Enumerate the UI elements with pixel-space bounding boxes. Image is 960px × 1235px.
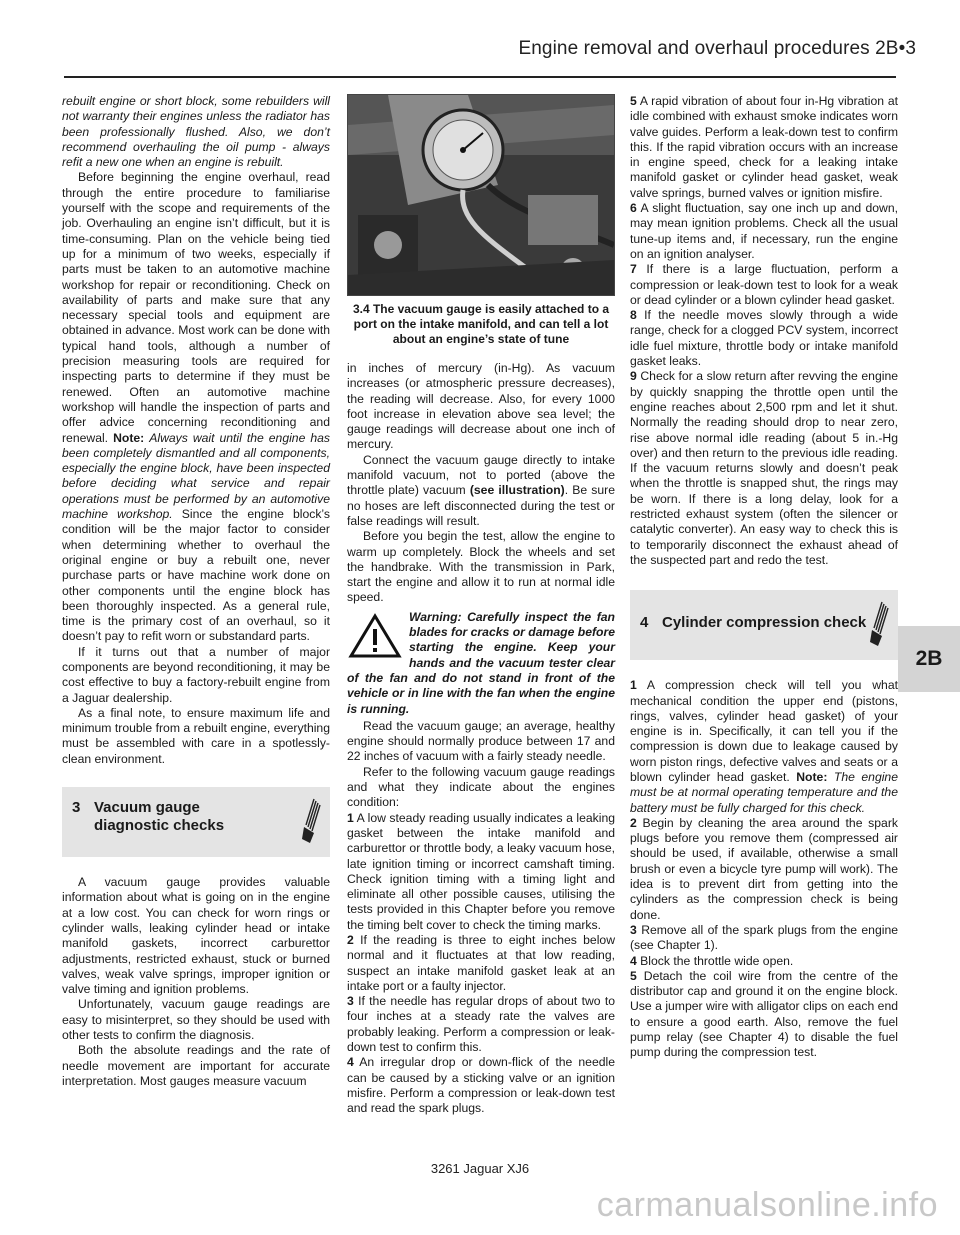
item-number: 7 xyxy=(630,262,637,277)
item-number: 9 xyxy=(630,369,637,384)
item-text: If the reading is three to eight inches below normal and it fluctuates at that low reading, suspect an intake manifold gasket leak at an intake port or a faulty injector. xyxy=(347,932,615,993)
col1-paragraph-3: If it turns out that a number of major components are beyond reconditioning, it may be cost effective to buy a factory-rebuilt engine from a Jaguar dealership. xyxy=(62,644,330,705)
item-number: 3 xyxy=(630,922,637,937)
item-number: 1 xyxy=(347,810,354,825)
section-3-title xyxy=(72,799,224,835)
list-item xyxy=(630,308,898,369)
note-label: Note: xyxy=(113,430,145,445)
item-text: If the needle has regular drops of about two to four inches at a steady rate the valves are probably leaking. Perform a compression or leak-down test to confirm this. xyxy=(347,994,616,1055)
warning-text: Warning: Carefully inspect the fan blades for cracks or damage before starting the engine. Keep your hands and the vacuum tester clear of the fan and do not stand in front of the vehicle or in line with the fan when the engine is running. xyxy=(347,609,615,716)
list-item xyxy=(630,923,898,954)
col2-paragraph-3: Before you begin the test, allow the engine to warm up completely. Block the wheels and set the handbrake. With the transmission in Park, start the engine and allow it to run at normal idle speed. xyxy=(347,529,615,605)
item-number: 8 xyxy=(630,308,637,323)
col1-paragraph-2 xyxy=(62,170,330,644)
item-number: 6 xyxy=(630,201,637,216)
col2-paragraph-1: in inches of mercury (in-Hg). As vacuum increases (or atmospheric pressure decreases), the reading will decrease. Also, for every 1000 foot increase in elevation above sea level; the gauge readings will decrease about one inch of mercury. xyxy=(347,361,615,452)
item-text: A compression check will tell you what mechanical condition the upper end (pistons, rings, valves, cylinder head gasket) of your engine is in. Specifically, it can tell you if the compression is down due to leakage caused by worn piston rings, defective valves and seats or a blown cylinder head gasket. xyxy=(630,678,898,784)
note-text: The engine must be at normal operating temperature and the battery must be fully charged for this check. xyxy=(630,769,898,815)
list-item xyxy=(630,816,898,923)
section-3-line2: diagnostic checks xyxy=(94,817,225,835)
item-text: An irregular drop or down-flick of the needle can be caused by a sticking valve or an ignition misfire. Perform a compression or leak-down test and read the spark plugs. xyxy=(347,1055,616,1116)
list-item xyxy=(630,969,898,1061)
section-3-number: 3 xyxy=(72,799,81,817)
list-item xyxy=(347,994,615,1055)
footer-code: 3261 Jaguar XJ6 xyxy=(430,1161,530,1176)
item-number: 5 xyxy=(630,968,637,983)
item-text: Block the throttle wide open. xyxy=(640,953,794,968)
photo-caption: 3.4 The vacuum gauge is easily attached to a port on the intake manifold, and can tell a lot about an engine’s state of tune xyxy=(352,302,610,346)
chapter-side-tab: 2B xyxy=(898,626,960,692)
col2-paragraph-2 xyxy=(347,453,615,529)
item-number: 4 xyxy=(347,1055,354,1070)
difficulty-spanner-icon xyxy=(300,797,322,847)
list-item xyxy=(630,262,898,308)
col2-p2-text: Connect the vacuum gauge directly to intake manifold vacuum, not to ported (above the throttle plate) vacuum xyxy=(347,452,615,498)
item-number: 2 xyxy=(347,932,354,947)
see-illustration-ref: (see illustration) xyxy=(469,483,565,498)
item-number: 4 xyxy=(630,953,637,968)
warning-triangle-icon xyxy=(347,612,403,660)
vacuum-gauge-photo xyxy=(347,94,615,296)
item-text: A rapid vibration of about four in-Hg vibration at idle combined with exhaust smoke indicates worn valve guides. Perform a leak-down test to confirm this. If the rapid vibration occurs with an increase in engine speed, check for a leaking intake manifold gasket or cylinder head gasket, weak valve springs, burned valves or ignition misfire. xyxy=(630,94,898,200)
item-number: 3 xyxy=(347,994,354,1009)
list-item xyxy=(347,811,615,933)
list-item xyxy=(630,369,898,568)
list-item xyxy=(630,954,898,969)
section-3-heading xyxy=(62,787,330,857)
section-4-heading xyxy=(630,590,898,660)
item-text: If there is a large fluctuation, perform a compression or leak-down test to look for a weak or dead cylinder or a blown cylinder head gasket. xyxy=(630,262,898,307)
item-text: Check for a slow return after revving the engine by quickly snapping the throttle open until the engine reaches about 2,500 rpm and let it shut. Normally the reading should drop to near zero, rise above normal idle reading (about 5 in.-Hg over) and then return to the previous idle reading. If the vacuum returns slowly and doesn’t peak when the throttle is snapped shut, the rings may be worn. If there is a long delay, look for a restricted exhaust system (often the silencer or catalytic converter). An easy way to check this is to temporarily disconnect the exhaust ahead of the suspected part and redo the test. xyxy=(630,369,898,567)
column-2 xyxy=(347,94,615,1117)
col1-p2-text: Before beginning the engine overhaul, read through the entire procedure to familiarise yourself with the scope and requirements of the job. Overhauling an engine isn’t difficult, but it is time-consuming. Plan on the vehicle being tied up for a minimum of two weeks, especially if parts must be taken to an automotive machine workshop for repair or reconditioning. Check on availability of parts and make sure that any necessary special tools and equipment are obtained in advance. Most work can be done with typical hand tools, although a number of precision measuring tools are required for inspecting parts to determine if they must be renewed. Often an automotive machine workshop will handle the inspection of parts and offer advice concerning reconditioning and renewal. xyxy=(62,170,330,445)
note-label: Note: xyxy=(796,769,828,784)
item-number: 2 xyxy=(630,815,637,830)
list-item xyxy=(630,94,898,201)
col1-paragraph-4: As a final note, to ensure maximum life and minimum trouble from a rebuilt engine, everything must be assembled with care in a spotlessly-clean environment. xyxy=(62,705,330,766)
item-text: A low steady reading usually indicates a leaking gasket between the intake manifold and carburettor or throttle body, a leaky vacuum hose, late ignition timing or incorrect camshaft timing. Check ignition timing with a timing light and eliminate all other possible causes, utilising the tests provided in this Chapter before you remove the timing belt cover to check the timing marks. xyxy=(347,810,616,932)
list-item xyxy=(347,1055,615,1116)
col1-paragraph-7: Both the absolute readings and the rate of needle movement are important for accurate interpretation. Most gauges measure vacuum xyxy=(62,1043,330,1088)
col1-paragraph-6: Unfortunately, vacuum gauge readings are easy to misinterpret, so they should be used with other tests to confirm the diagnosis. xyxy=(62,997,330,1043)
item-number: 1 xyxy=(630,678,637,693)
section-3-line1: Vacuum gauge xyxy=(94,799,200,817)
list-item xyxy=(630,678,898,816)
col1-paragraph-1: rebuilt engine or short block, some rebuilders will not warranty their engines unless the radiator has been professionally flushed. Also, we don’t recommend overhauling the oil pump - always refit a new one when an engine is rebuilt. xyxy=(62,94,330,170)
warning-block xyxy=(347,610,615,717)
col2-paragraph-5: Refer to the following vacuum gauge readings and what they indicate about the engines condition: xyxy=(347,764,615,810)
item-text: Begin by cleaning the area around the spark plugs before you remove them (compressed air should be used, if available, otherwise a small brush or even a bicycle tyre pump will work). The idea is to prevent dirt from getting into the cylinders as the compression check is being done. xyxy=(630,815,898,922)
col1-p2-tail: Since the engine block’s condition will be the major factor to consider when determining whether to overhaul the original engine or buy a rebuilt one, never purchase parts or have machine work done on other components until the engine block has been thoroughly inspected. As a general rule, time is the primary cost of an overhaul, so it doesn’t pay to refit worn or substandard parts. xyxy=(62,507,331,644)
col1-note-text: Always wait until the engine has been completely dismantled and all components, especially the engine block, have been inspected before deciding what service and repair operations must be performed by an automotive machine workshop. xyxy=(62,430,331,522)
page-header-title: Engine removal and overhaul procedures 2B•3 xyxy=(518,38,916,59)
section-4-title-text: Cylinder compression check xyxy=(662,614,867,632)
item-text: A slight fluctuation, say one inch up and down, may mean ignition problems. Check all the usual tune-up items and, if necessary, run the engine on an ignition analyser. xyxy=(630,201,898,261)
watermark: carmanualsonline.info xyxy=(596,1186,938,1224)
item-text: Detach the coil wire from the centre of the distributor cap and ground it on the engine block. Use a jumper wire with alligator clips on each end to ensure a good earth. Also, remove the fuel pump relay (see Chapter 4) to disable the fuel pump during the compression test. xyxy=(630,968,899,1060)
list-item xyxy=(347,933,615,994)
difficulty-spanner-icon xyxy=(868,600,890,650)
column-3 xyxy=(630,94,898,1061)
list-item xyxy=(630,201,898,262)
section-4-title xyxy=(640,614,866,632)
col1-paragraph-5: A vacuum gauge provides valuable information about what is going on in the engine at a low cost. You can check for worn rings or cylinder walls, leaking cylinder head or intake manifold gaskets, incorrect carburettor adjustments, restricted exhaust, stuck or burned valves, weak valve springs, improper ignition or valve timing and ignition problems. xyxy=(62,875,330,997)
item-text: If the needle moves slowly through a wide range, check for a clogged PCV system, incorrect idle fuel mixture, throttle body or intake manifold gasket leaks. xyxy=(630,308,899,369)
item-text: Remove all of the spark plugs from the engine (see Chapter 1). xyxy=(630,922,899,953)
col2-paragraph-4: Read the vacuum gauge; an average, healthy engine should normally produce between 17 and 22 inches of vacuum with a fairly steady needle. xyxy=(347,718,615,764)
section-4-number: 4 xyxy=(640,614,649,632)
column-1 xyxy=(62,94,330,1089)
col2-p2-end: . Be sure no hoses are left disconnected during the test or false readings will result. xyxy=(347,483,615,528)
item-number: 5 xyxy=(630,94,637,108)
header-rule xyxy=(64,76,896,78)
